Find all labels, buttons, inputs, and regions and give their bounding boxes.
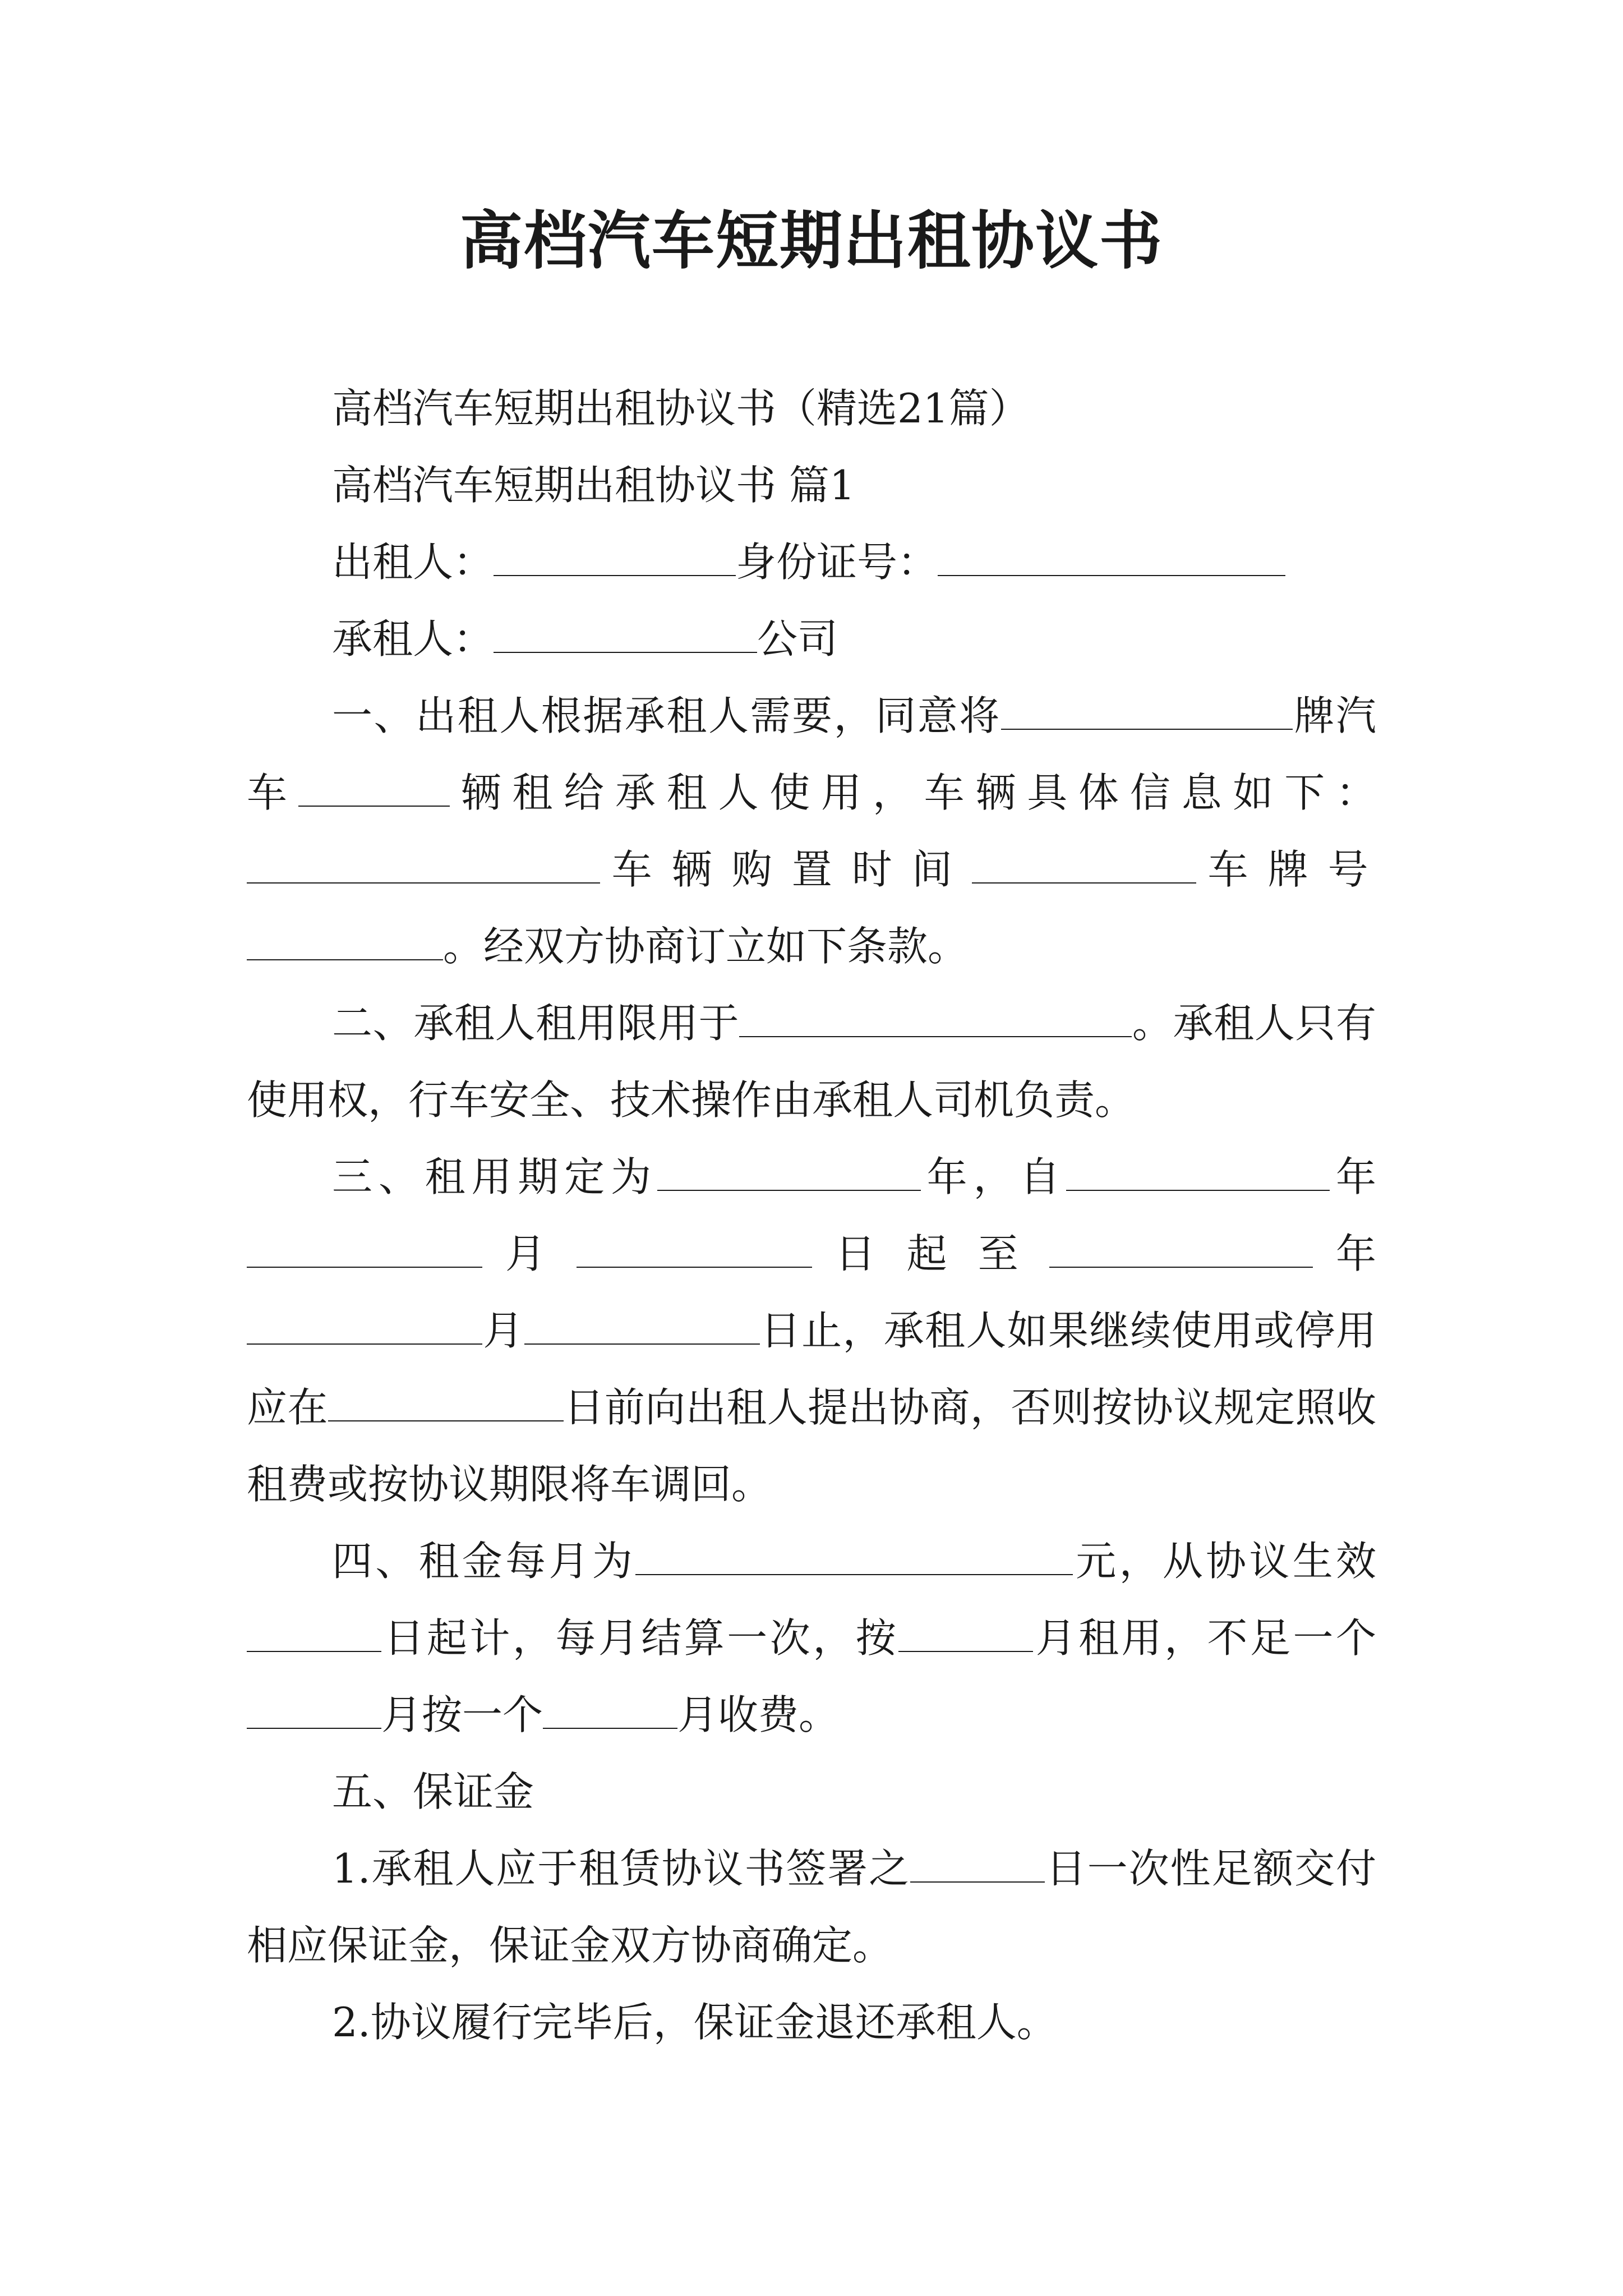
monthly-rent-blank: [635, 1540, 1073, 1575]
brand-blank: [1001, 695, 1293, 730]
lessor-label: 出租人：: [332, 539, 494, 586]
lessor-blank: [494, 541, 736, 576]
usage-scope-blank: [739, 1002, 1132, 1037]
clause-5-item-1: 1.承租人应于租赁协议书签署之 日一次性足额交付相应保证金，保证金双方协商确定。: [247, 1845, 1376, 1969]
clause-2: 二、承租人租用限用于 。承租人只有使用权，行车安全、技术操作由承租人司机负责。: [247, 1000, 1376, 1124]
vehicle-info-blank: [247, 849, 600, 884]
document-title: 高档汽车短期出租协议书: [460, 204, 1163, 278]
purchase-date-blank: [972, 849, 1196, 884]
id-blank: [938, 541, 1285, 576]
plate-number-blank: [247, 926, 443, 960]
lessee-blank: [494, 618, 757, 653]
lessee-line: [247, 601, 1376, 678]
lessor-line: [247, 524, 1376, 601]
deposit-days-blank: [910, 1848, 1045, 1883]
notice-days-blank: [328, 1387, 564, 1421]
company-label: 公司: [757, 615, 838, 662]
end-year-blank: [1049, 1233, 1313, 1268]
billing-month-blank: [898, 1617, 1033, 1652]
document-body: [247, 370, 1376, 2061]
clause-5-item-2: 2.协议履行完毕后，保证金退还承租人。: [332, 1999, 1057, 2046]
clause-4: 四、租金每月为 元，从协议生效日起计，每月结算一次，按 月租用，不足一个月按一个 月收费。: [247, 1523, 1376, 1754]
subtitle: 高档汽车短期出租协议书（精选21篇）: [332, 385, 1030, 432]
end-month-blank: [247, 1310, 482, 1345]
start-day-blank: [577, 1233, 812, 1268]
effective-day-blank: [247, 1617, 381, 1652]
partial-month-blank: [247, 1694, 381, 1729]
term-blank: [657, 1156, 921, 1191]
charge-month-blank: [543, 1694, 677, 1729]
end-day-blank: [524, 1310, 760, 1345]
vehicle-count-blank: [298, 772, 450, 807]
clause-1: 一、出租人根据承租人需要，同意将 牌汽车 辆租给承租人使用，车辆具体信息如下：车辆购置时间 车牌号。经双方协商订立如下条款。: [247, 692, 1376, 970]
start-month-blank: [247, 1233, 482, 1268]
clause-3: 三、租用期定为 年，自 年月 日起至 年月 日止，承租人如果继续使用或停用应在 日前向出租人提出协商，否则按协议规定照收租费或按协议期限将车调回。: [247, 1153, 1376, 1508]
lessee-label: 承租人：: [332, 615, 494, 662]
start-year-blank: [1066, 1156, 1330, 1191]
id-label: 身份证号：: [736, 539, 938, 586]
clause-5-heading: 五、保证金: [332, 1768, 534, 1815]
section-heading: 高档汽车短期出租协议书 篇1: [332, 462, 855, 509]
